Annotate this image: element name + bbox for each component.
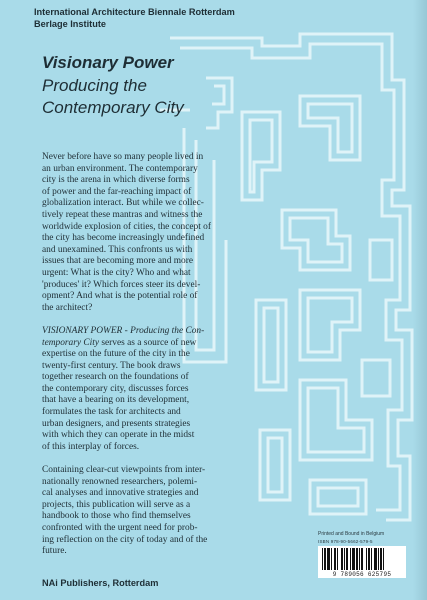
- header: [34, 7, 235, 30]
- book-title: Visionary Power: [42, 53, 174, 72]
- text-line: city is the arena in which diverse forms: [42, 175, 190, 186]
- italic-title-fragment: temporary City: [42, 337, 100, 348]
- printed-notice: Printed and Bound in Belgium: [318, 531, 385, 537]
- text-line: and unexamined. This confronts us with: [42, 244, 193, 255]
- text-line: future.: [42, 546, 67, 557]
- text-line: Containing clear-cut viewpoints from inter-: [42, 465, 206, 476]
- text-line: worldwide explosion of cities, the concept of: [42, 221, 211, 232]
- text-line-italic-title: VISIONARY POWER - Producing the Con-: [42, 325, 205, 336]
- header-line-biennale: International Architecture Biennale Rotterdam: [34, 7, 235, 17]
- header-line-institute: Berlage Institute: [34, 18, 106, 29]
- text-line: nationally renowned researchers, polemi-: [42, 476, 198, 487]
- text-line: tively repeat these mantras and witness the: [42, 209, 203, 220]
- subtitle-line-1: Producing the: [42, 76, 147, 95]
- text-line: the contemporary city, discusses forces: [42, 383, 189, 394]
- text-line: twenty-first century. The book draws: [42, 360, 181, 371]
- blurb-paragraph-3: [42, 465, 274, 558]
- text-line: ing reflection on the city of today and of the: [42, 534, 208, 545]
- text-line: Never before have so many people lived in: [42, 152, 204, 162]
- blurb-paragraph-1: [42, 152, 274, 314]
- isbn-number: ISBN 978-90-5662-579-5: [318, 539, 373, 544]
- book-subtitle: [42, 75, 184, 119]
- text-line: globalization interact. But while we collec-: [42, 198, 204, 209]
- blurb-text: [42, 152, 274, 569]
- text-line: urgent: What is the city? Who and what: [42, 267, 191, 278]
- text-line: formulates the task for architects and: [42, 407, 181, 418]
- publisher-name: NAi Publishers, Rotterdam: [42, 578, 159, 588]
- barcode-digits: 9 789056 625795: [318, 571, 406, 578]
- barcode-bars: [318, 546, 406, 572]
- text-line: issues that are becoming more and more: [42, 256, 193, 267]
- text-line: the architect?: [42, 302, 93, 313]
- text-line: of this interplay of forces.: [42, 441, 140, 452]
- text-line: handbook to those who find themselves: [42, 511, 191, 522]
- text-line: confronted with the urgent need for prob-: [42, 523, 198, 533]
- subtitle-line-2: Contemporary City: [42, 98, 184, 117]
- text-line: with which they can operate in the midst: [42, 430, 195, 441]
- text-fragment: serves as a source of new: [99, 337, 197, 348]
- text-line: of power and the far-reaching impact of: [42, 186, 192, 197]
- text-line: the city has become increasingly undefined: [42, 233, 205, 244]
- isbn-barcode: [318, 546, 406, 572]
- text-line: expertise on the future of the city in the: [42, 349, 190, 360]
- text-line: an urban environment. The contemporary: [42, 163, 198, 174]
- text-line: projects, this publication will serve as a: [42, 499, 191, 510]
- text-line: cal analyses and innovative strategies and: [42, 488, 199, 499]
- blurb-paragraph-2: [42, 326, 274, 454]
- text-line: 'produces' it? Which forces steer its devel-: [42, 279, 201, 290]
- text-line: together research on the foundations of: [42, 372, 189, 383]
- text-line: urban designers, and presents strategies: [42, 418, 191, 429]
- text-line: that have a bearing on its development,: [42, 395, 190, 406]
- spine-shadow: [413, 0, 427, 600]
- text-line: opment? And what is the potential role of: [42, 291, 198, 302]
- text-line: [42, 338, 274, 350]
